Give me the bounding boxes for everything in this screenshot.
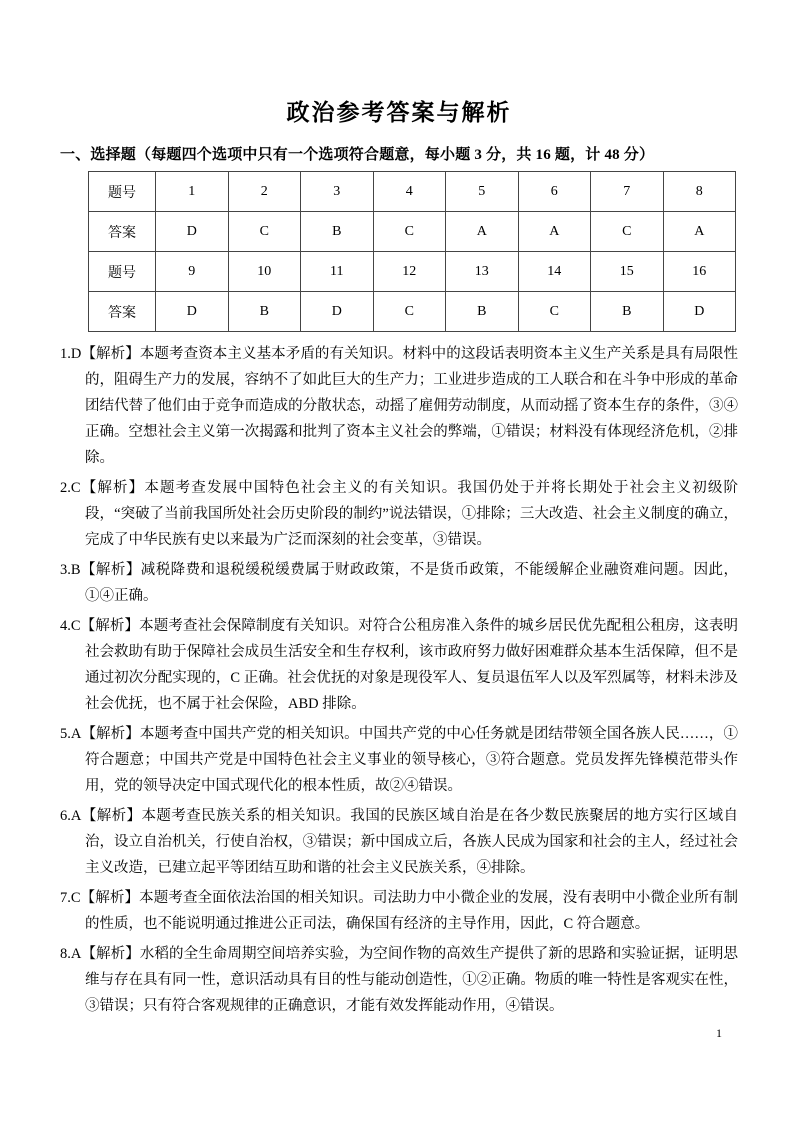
analysis-label: 【解析】 (80, 618, 140, 634)
question-number: 4.C (60, 618, 81, 634)
table-cell: D (663, 292, 736, 332)
answer-key-table (88, 171, 736, 332)
explanation-item (60, 803, 738, 881)
table-cell: B (591, 292, 664, 332)
table-cell: 2 (228, 172, 301, 212)
section-heading: 一、选择题（每题四个选项中只有一个选项符合题意，每小题 3 分，共 16 题，计 48 分） (60, 147, 655, 163)
table-cell: 1 (156, 172, 229, 212)
analysis-label: 【解析】 (81, 946, 140, 962)
question-number: 3.B (60, 562, 81, 578)
table-cell: D (156, 212, 229, 252)
table-cell: C (228, 212, 301, 252)
table-cell: 3 (301, 172, 374, 212)
table-cell: 12 (373, 252, 446, 292)
analysis-label: 【解析】 (80, 480, 145, 496)
table-cell: C (591, 212, 664, 252)
row-header: 答案 (89, 292, 156, 332)
row-header: 题号 (89, 172, 156, 212)
table-cell: C (373, 212, 446, 252)
table-row (89, 172, 736, 212)
explanations-list (60, 341, 738, 1019)
page-title: 政治参考答案与解析 (286, 100, 512, 125)
table-cell: B (301, 212, 374, 252)
explanation-text: 本题考查社会保障制度有关知识。对符合公租房准入条件的城乡居民优先配租公租房，这表明社会救助有助于保障社会成员生活安全和生存权利，该市政府努力做好困难群众基本生活保障，但不是通过初次分配实现的，C 正确。社会优抚的对象是现役军人、复员退伍军人以及军烈属等，材料未涉及社会优抚，也不属于社会保险，ABD 排除。 (85, 618, 739, 712)
explanation-text: 本题考查发展中国特色社会主义的有关知识。我国仍处于并将长期处于社会主义初级阶段，“突破了当前我国所处社会历史阶段的制约”说法错误，①排除；三大改造、社会主义制度的确立，完成了中华民族有史以来最为广泛而深刻的社会变革，③错误。 (85, 480, 739, 548)
explanation-text: 本题考查民族关系的相关知识。我国的民族区域自治是在各少数民族聚居的地方实行区域自治，设立自治机关，行使自治权，③错误；新中国成立后，各族人民成为国家和社会的主人，经过社会主义改造，已建立起平等团结互助和谐的社会主义民族关系，④排除。 (85, 808, 739, 876)
analysis-label: 【解析】 (80, 890, 140, 906)
table-cell: A (446, 212, 519, 252)
table-row (89, 252, 736, 292)
question-number: 5.A (60, 726, 82, 742)
analysis-label: 【解析】 (81, 726, 140, 742)
table-cell: C (373, 292, 446, 332)
analysis-label: 【解析】 (80, 562, 141, 578)
table-cell: D (301, 292, 374, 332)
explanation-text: 本题考查全面依法治国的相关知识。司法助力中小微企业的发展，没有表明中小微企业所有制的性质，也不能说明通过推进公正司法，确保国有经济的主导作用，因此，C 符合题意。 (85, 890, 739, 932)
table-cell: 13 (446, 252, 519, 292)
question-number: 8.A (60, 946, 82, 962)
explanation-text: 本题考查资本主义基本矛盾的有关知识。材料中的这段话表明资本主义生产关系是具有局限性的，阻碍生产力的发展，容纳不了如此巨大的生产力；工业进步造成的工人联合和在斗争中形成的革命团结代替了他们由于竞争而造成的分散状态，动摇了雇佣劳动制度，从而动摇了资本生存的条件，③④正确。空想社会主义第一次揭露和批判了资本主义社会的弊端，①错误；材料没有体现经济危机，②排除。 (85, 346, 739, 466)
table-cell: 5 (446, 172, 519, 212)
explanation-item (60, 941, 738, 1019)
table-cell: 4 (373, 172, 446, 212)
table-cell: 6 (518, 172, 591, 212)
table-cell: 8 (663, 172, 736, 212)
explanation-text: 水稻的全生命周期空间培养实验，为空间作物的高效生产提供了新的思路和实验证据，证明思维与存在具有同一性，意识活动具有目的性与能动创造性，①②正确。物质的唯一特性是客观实在性，③错误；只有符合客观规律的正确意识，才能有效发挥能动作用，④错误。 (85, 946, 739, 1014)
row-header: 答案 (89, 212, 156, 252)
table-cell: B (446, 292, 519, 332)
table-cell: 16 (663, 252, 736, 292)
table-cell: B (228, 292, 301, 332)
table-cell: 7 (591, 172, 664, 212)
explanation-item (60, 475, 738, 553)
table-row (89, 292, 736, 332)
table-cell: 15 (591, 252, 664, 292)
table-cell: 9 (156, 252, 229, 292)
explanation-text: 减税降费和退税缓税缓费属于财政政策，不是货币政策，不能缓解企业融资难问题。因此，①④正确。 (85, 562, 739, 604)
table-cell: A (663, 212, 736, 252)
explanation-item (60, 613, 738, 717)
table-row (89, 212, 736, 252)
explanation-text: 本题考查中国共产党的相关知识。中国共产党的中心任务就是团结带领全国各族人民……，①符合题意；中国共产党是中国特色社会主义事业的领导核心，③符合题意。党员发挥先锋模范带头作用，党的领导决定中国式现代化的根本性质，故②④错误。 (85, 726, 739, 794)
question-number: 1.D (60, 346, 82, 362)
analysis-label: 【解析】 (81, 808, 142, 824)
page-number: 1 (716, 1026, 722, 1040)
table-cell: 11 (301, 252, 374, 292)
table-cell: 10 (228, 252, 301, 292)
explanation-item (60, 341, 738, 471)
row-header: 题号 (89, 252, 156, 292)
explanation-item (60, 885, 738, 937)
explanation-item (60, 557, 738, 609)
analysis-label: 【解析】 (81, 346, 140, 362)
question-number: 2.C (60, 480, 81, 496)
table-cell: A (518, 212, 591, 252)
question-number: 7.C (60, 890, 81, 906)
explanation-item (60, 721, 738, 799)
question-number: 6.A (60, 808, 82, 824)
table-cell: D (156, 292, 229, 332)
table-cell: 14 (518, 252, 591, 292)
table-cell: C (518, 292, 591, 332)
